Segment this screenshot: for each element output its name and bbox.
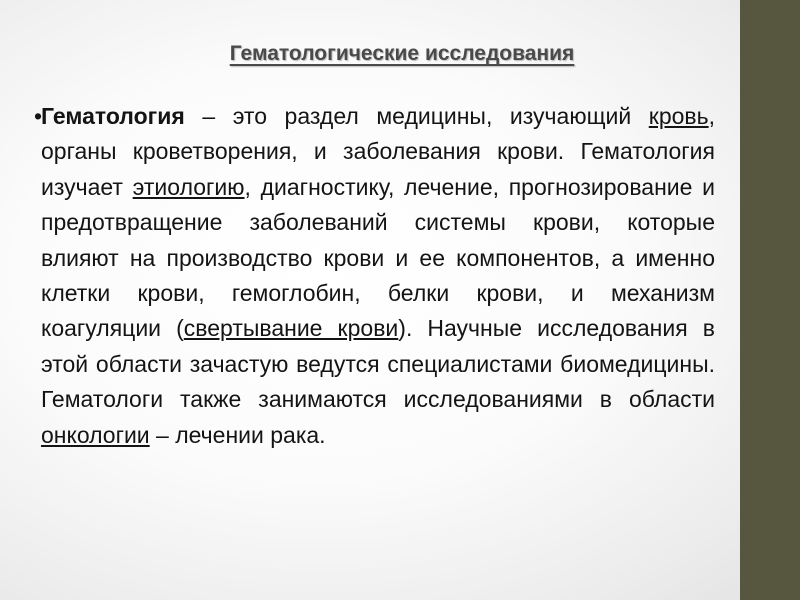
link-oncology[interactable]: онкологии <box>41 421 150 448</box>
link-coagulation[interactable]: свертывание крови <box>183 315 399 342</box>
slide-title-text: Гематологические исследования <box>229 42 575 65</box>
term-hematology: Гематология <box>41 103 185 129</box>
body-text-5: – лечении рака. <box>149 421 326 448</box>
body-text-2: , органы кроветворения, и заболевания крови. Гематология изучает <box>41 103 715 200</box>
bullet-icon: • <box>34 103 43 129</box>
body-text-4: ). Научные исследования в этой области зачастую ведутся специалистами биомедицины. Гематологи также занимаются исследованиями в области <box>41 315 715 413</box>
body-paragraph <box>34 99 715 453</box>
decorative-side-bar <box>740 0 800 600</box>
slide-title <box>0 42 800 66</box>
body-text-3: , диагностику, лечение, прогнозирование и предотвращение заболеваний системы крови, которые влияют на производство крови и ее компонентов, а именно клетки крови, гемоглобин, белки крови, и механизм коагуляции ( <box>41 173 715 342</box>
link-blood[interactable]: кровь <box>648 103 709 129</box>
body-text-1: – это раздел медицины, изучающий <box>184 103 649 129</box>
link-etiology[interactable]: этиологию <box>132 173 245 200</box>
